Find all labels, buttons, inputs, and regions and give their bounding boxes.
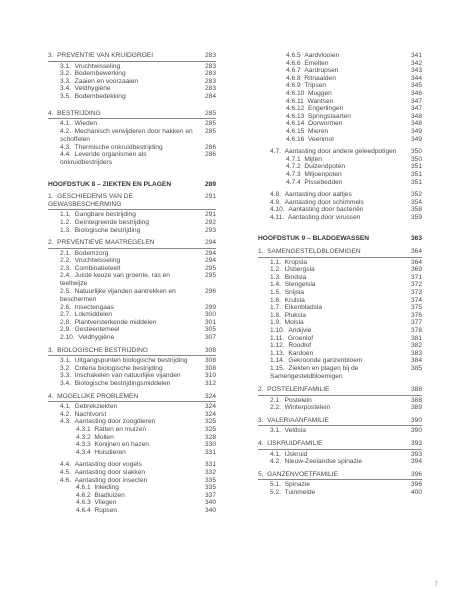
toc-page-number: 350 — [410, 148, 422, 156]
toc-entry[interactable] — [258, 489, 422, 497]
toc-subentry[interactable] — [258, 113, 422, 121]
toc-page-number: 378 — [410, 327, 422, 334]
toc-entry[interactable] — [48, 334, 216, 342]
toc-subentry[interactable] — [258, 60, 422, 68]
toc-subentry[interactable] — [48, 441, 216, 449]
toc-page-number: 351 — [410, 163, 422, 171]
spacer — [258, 221, 422, 235]
toc-page-number: 295 — [204, 264, 216, 272]
toc-entry-title: 2. PREVENTIEVE MAATREGELEN — [48, 239, 155, 247]
toc-entry-title: 1.15. Ziekten en plagen bij de Samengesteldbloemigen — [270, 364, 359, 380]
toc-page-number: 347 — [410, 97, 422, 105]
toc-entry-title: 1.6. Krulsla — [270, 296, 305, 304]
toc-subentry[interactable] — [258, 120, 422, 128]
toc-page-number: 335 — [204, 476, 216, 484]
toc-entry-title: 4.1. IJskruid — [270, 450, 308, 458]
toc-entry[interactable] — [48, 250, 216, 258]
toc-entry-title: 3.3. Zaaien en voorzaaien — [60, 77, 139, 85]
toc-entry-title: 1. SAMENGESTELDBLOEMIGEN — [258, 248, 361, 256]
toc-entry[interactable] — [48, 227, 216, 235]
toc-page-number: 331 — [204, 461, 216, 469]
toc-entry[interactable] — [48, 311, 216, 319]
toc-section[interactable] — [258, 440, 422, 450]
toc-entry[interactable] — [48, 477, 216, 485]
toc-entry[interactable] — [48, 128, 216, 144]
toc-entry-title: 5. GANZENVOETFAMILIE — [258, 470, 338, 478]
toc-entry-title: 1.2. IJsbergsla — [270, 266, 315, 274]
toc-entry-title: 4.6.6 Emelten — [286, 59, 329, 67]
spacer — [48, 167, 216, 181]
toc-page-number: 388 — [410, 385, 422, 393]
toc-entry-title: 4.3. Aantasting door zoogdieren — [60, 418, 156, 426]
toc-entry-title: 1.9. Molsla — [270, 319, 304, 327]
toc-entry-title: 4.6.16 Veenmol — [286, 135, 334, 143]
toc-page-number: 286 — [204, 151, 216, 159]
toc-entry[interactable] — [258, 274, 422, 282]
toc-page-number: 294 — [204, 239, 216, 247]
toc-subentry[interactable] — [48, 492, 216, 500]
toc-page-number: 381 — [410, 334, 422, 342]
toc-entry[interactable] — [48, 403, 216, 411]
toc-subentry[interactable] — [48, 484, 216, 492]
toc-page-number: 349 — [410, 135, 422, 143]
toc-page-number: 375 — [410, 304, 422, 312]
toc-page-number: 295 — [204, 272, 216, 280]
toc-page-number: 332 — [204, 468, 216, 476]
toc-page-number: 294 — [204, 249, 216, 257]
toc-entry-title: 1.8. Pluksla — [270, 311, 306, 319]
toc-subentry[interactable] — [258, 171, 422, 179]
toc-page-number: 371 — [410, 273, 422, 281]
toc-entry[interactable] — [48, 211, 216, 219]
toc-section[interactable] — [48, 52, 216, 62]
toc-entry-title: 3.1. Veldsla — [270, 427, 306, 435]
toc-entry-title: 4.4. Levende organismen als onkruidbestrijders — [60, 151, 147, 166]
toc-entry-title: 2.9. Gesteentemeel — [60, 326, 120, 334]
toc-entry-title: 4.2. Mechanisch verwijderen door hakken en schoffelen — [60, 127, 193, 143]
toc-entry[interactable] — [258, 342, 422, 350]
toc-entry-title: 1.4. Stengelsla — [270, 281, 316, 289]
toc-page-number: 364 — [410, 248, 422, 256]
toc-entry-title: 1.12. Roodlof — [270, 342, 312, 350]
toc-page-number: 301 — [204, 318, 216, 326]
toc-entry-title: 4.6.9 Tripsen — [286, 82, 327, 90]
toc-entry[interactable] — [258, 397, 422, 405]
toc-entry-title: 2.5. Natuurlijke vijanden aantrekken en beschermen — [60, 287, 176, 303]
toc-page-number: 337 — [204, 491, 216, 499]
toc-entry-title: 3.2. Bodembewerking — [60, 70, 126, 78]
toc-page-number: 283 — [204, 70, 216, 78]
toc-page-number: 283 — [204, 62, 216, 70]
toc-entry-title: HOOFDSTUK 9 – BLADGEWASSEN — [258, 235, 370, 243]
toc-entry-title: 2.4. Juiste keuze van groente, ras en teeltwijze — [60, 272, 170, 288]
toc-entry[interactable] — [258, 350, 422, 358]
toc-page-number: 300 — [204, 311, 216, 319]
toc-page-number: 307 — [204, 334, 216, 342]
toc-entry-title: 4.11. Aantasting door virussen — [270, 213, 361, 221]
toc-page-number: 293 — [204, 226, 216, 234]
toc-page-number: 390 — [410, 416, 422, 424]
toc-entry[interactable] — [258, 199, 422, 207]
toc-entry[interactable] — [258, 266, 422, 274]
toc-subentry[interactable] — [258, 163, 422, 171]
toc-page-number: 350 — [410, 155, 422, 163]
toc-subentry[interactable] — [48, 449, 216, 457]
toc-page-number: 382 — [410, 342, 422, 350]
toc-page-number: 341 — [410, 52, 422, 59]
toc-page-number: 389 — [410, 404, 422, 412]
toc-entry-title: 4.6.11 Wantsen — [286, 97, 334, 105]
toc-entry[interactable] — [258, 458, 422, 466]
toc-entry[interactable] — [48, 304, 216, 312]
toc-page-number: 335 — [204, 484, 216, 492]
toc-entry-title: 1.1. Gangbare bestrijding — [60, 211, 136, 219]
toc-section[interactable] — [258, 471, 422, 481]
toc-entry[interactable] — [48, 85, 216, 93]
toc-subentry[interactable] — [258, 179, 422, 187]
toc-entry-title: 2.10. Veldhygiëne — [60, 334, 115, 342]
toc-entry[interactable] — [48, 326, 216, 334]
toc-entry[interactable] — [258, 365, 422, 381]
toc-page-number: 351 — [410, 178, 422, 186]
toc-entry-title: 4.6.1 Inleiding — [76, 484, 119, 492]
toc-page-number: 393 — [410, 450, 422, 458]
toc-page-number: 383 — [410, 349, 422, 357]
toc-entry-title: 4.7.1 Mijten — [286, 155, 322, 163]
toc-page-number: 352 — [410, 191, 422, 199]
toc-entry[interactable] — [258, 319, 422, 327]
toc-chapter[interactable] — [258, 235, 422, 243]
toc-page-number: 283 — [204, 77, 216, 85]
toc-entry[interactable] — [258, 206, 422, 214]
toc-page-number: 285 — [204, 109, 216, 117]
toc-entry-title: 4.1. Gebrekziekten — [60, 403, 118, 411]
toc-entry[interactable] — [258, 214, 422, 222]
toc-page-number: 283 — [204, 52, 216, 59]
toc-page-number: 284 — [204, 92, 216, 100]
toc-entry-title: 5.2. Tuinmelde — [270, 488, 316, 496]
toc-entry-title: 4.10. Aantasting door bacteriën — [270, 206, 364, 214]
toc-subentry[interactable] — [258, 105, 422, 113]
toc-entry-title: 4.5. Aantasting door slakken — [60, 468, 146, 476]
toc-entry-title: 4.3.1 Ratten en muizen — [76, 425, 147, 433]
toc-entry-title: 1.14. Gekroonde ganzenbloem — [270, 357, 363, 365]
toc-entry-title: 3.1. Vruchtwisseling — [60, 62, 121, 70]
toc-entry[interactable] — [258, 259, 422, 267]
toc-entry-title: 4.2. Nieuw-Zeelandse spinazie — [270, 458, 362, 466]
toc-subentry[interactable] — [48, 434, 216, 442]
page-number: 7 — [434, 582, 438, 588]
toc-entry-title: 3.4. Biologische bestrijdingsmiddelen — [60, 380, 171, 387]
toc-entry-title: 4.6.13 Springstaarten — [286, 112, 351, 120]
toc-page-number: 374 — [410, 296, 422, 304]
toc-entry-title: 4.7. Aantasting door andere geleedpotigen — [270, 148, 397, 156]
toc-entry[interactable] — [258, 148, 422, 156]
toc-entry-title: 4.3. Thermische onkruidbestrijding — [60, 143, 163, 151]
toc-entry-title: 1.1. Kropsla — [270, 258, 308, 266]
toc-section[interactable] — [48, 393, 216, 403]
toc-entry-title: 2.8. Plantversterkende middelen — [60, 318, 157, 326]
toc-entry-title: 1.3. Bindsla — [270, 273, 307, 281]
toc-page-number: 330 — [204, 441, 216, 449]
toc-entry-title: 2.3. Combinatieteelt — [60, 264, 121, 272]
toc-page-number: 359 — [410, 213, 422, 221]
toc-page-number: 285 — [204, 127, 216, 135]
toc-entry[interactable] — [48, 257, 216, 265]
toc-subentry[interactable] — [258, 136, 422, 144]
toc-entry-title: 1.7. Eikenbladsla — [270, 304, 323, 312]
toc-entry[interactable] — [48, 288, 216, 304]
toc-entry-title: 4.6.14 Oorwormen — [286, 120, 343, 128]
toc-entry-title: 2.1. Postelein — [270, 396, 312, 404]
toc-page-number: 285 — [204, 120, 216, 128]
toc-entry-title: 2.6. Insectengaas — [60, 303, 114, 311]
toc-page-number: 299 — [204, 303, 216, 311]
toc-entry-title: 4.6.10 Muggen — [286, 89, 332, 97]
toc-page-number: 373 — [410, 289, 422, 297]
toc-entry-title: 4. BESTRIJDING — [48, 109, 101, 117]
toc-page-number: 377 — [410, 319, 422, 327]
toc-subentry[interactable] — [258, 128, 422, 136]
toc-entry-title: 1.2. Geïntegreerde bestrijding — [60, 218, 150, 226]
toc-entry-title: 3. BIOLOGISCHE BESTRIJDING — [48, 346, 149, 354]
toc-page-number: 344 — [410, 74, 422, 82]
toc-page-number: 385 — [410, 364, 422, 372]
toc-entry[interactable] — [48, 70, 216, 78]
toc-page-number: 308 — [204, 357, 216, 365]
toc-entry-title: HOOFDSTUK 8 – ZIEKTEN EN PLAGEN — [48, 180, 172, 188]
toc-entry-title: 4.6. Aantasting door insecten — [60, 476, 148, 484]
toc-page-number: 369 — [410, 266, 422, 274]
toc-entry-title: 1.13. Kardoen — [270, 349, 314, 357]
toc-subentry[interactable] — [258, 52, 422, 60]
toc-entry-title: 3. VALERIAANFAMILIE — [258, 416, 329, 424]
toc-entry-title: 4.6.3 Vliegen — [76, 499, 117, 507]
toc-entry-title: 4.1. Wieden — [60, 120, 98, 128]
toc-page-number: 286 — [204, 143, 216, 151]
toc-section[interactable] — [48, 347, 216, 357]
toc-entry-title: 4.7.4 Pissebedden — [286, 178, 343, 186]
toc-entry-title: 4.9. Aantasting door schimmels — [270, 198, 364, 206]
toc-entry-title: 4.7.3 Miljoenpoten — [286, 170, 342, 178]
toc-page-number: 396 — [410, 470, 422, 478]
toc-page-number: 342 — [410, 59, 422, 67]
toc-entry-title: 4.6.12 Engerlingen — [286, 105, 344, 113]
toc-page-number: 393 — [410, 439, 422, 447]
toc-page-number: 390 — [410, 427, 422, 435]
toc-entry[interactable] — [258, 451, 422, 459]
toc-entry-title: 3.3. Inschakelen van natuurlijke vijanden — [60, 372, 181, 380]
toc-entry[interactable] — [48, 319, 216, 327]
toc-page-number: 291 — [204, 193, 216, 201]
toc-page-number: 348 — [410, 112, 422, 120]
toc-entry[interactable] — [258, 404, 422, 412]
toc-entry-title: 4.3.4 Huisdieren — [76, 448, 126, 456]
toc-section[interactable] — [258, 417, 422, 427]
toc-entry[interactable] — [48, 265, 216, 273]
toc-page-number: 384 — [410, 357, 422, 365]
toc-entry-title: 1.10. Andijvie — [270, 327, 312, 334]
toc-entry[interactable] — [48, 357, 216, 365]
toc-entry-title: 4.6.5 Aardvlooien — [286, 52, 340, 59]
toc-page-number: 358 — [410, 206, 422, 214]
toc-page-number: 376 — [410, 311, 422, 319]
toc-entry[interactable] — [48, 219, 216, 227]
toc-entry-title: 3. PREVENTIE VAN KRUIDGROEI — [48, 52, 154, 59]
toc-chapter[interactable] — [48, 181, 216, 189]
toc-page-number: 294 — [204, 257, 216, 265]
toc-entry[interactable] — [258, 297, 422, 305]
toc-entry[interactable] — [258, 427, 422, 435]
toc-page-number: 305 — [204, 326, 216, 334]
toc-entry[interactable] — [48, 78, 216, 86]
toc-entry-title: 1. GESCHIEDENIS VAN DE GEWASBESCHERMING — [48, 193, 133, 208]
toc-entry[interactable] — [48, 372, 216, 380]
toc-section[interactable] — [48, 193, 216, 210]
toc-entry-title: 4. IJSKRUIDFAMILIE — [258, 439, 323, 447]
toc-entry[interactable] — [258, 191, 422, 199]
toc-page-number: 324 — [204, 403, 216, 411]
toc-column-left — [48, 52, 216, 515]
toc-page-number: 354 — [410, 198, 422, 206]
toc-subentry[interactable] — [48, 507, 216, 515]
toc-section[interactable] — [258, 248, 422, 258]
toc-entry[interactable] — [48, 418, 216, 426]
toc-page-number: 396 — [410, 481, 422, 489]
toc-page-number: 291 — [204, 211, 216, 219]
toc-entry-title: 4.4. Aantasting door vogels — [60, 461, 142, 469]
toc-entry[interactable] — [48, 469, 216, 477]
toc-entry-title: 4.6.7 Aardrupsen — [286, 67, 339, 75]
toc-entry[interactable] — [48, 120, 216, 128]
toc-entry-title: 3.1. Uitgangspunten biologische bestrijding — [60, 357, 188, 365]
toc-entry-title: 1.5. Snijsla — [270, 289, 305, 297]
toc-entry-title: 2.7. Lokmiddelen — [60, 311, 113, 319]
toc-page-number: 312 — [204, 380, 216, 387]
toc-page-number: 308 — [204, 346, 216, 354]
toc-entry[interactable] — [48, 63, 216, 71]
toc-page-number: 325 — [204, 418, 216, 426]
toc-entry[interactable] — [48, 411, 216, 419]
toc-subentry[interactable] — [48, 499, 216, 507]
toc-entry-title: 4.3.2 Mollen — [76, 433, 114, 441]
toc-page-number: 310 — [204, 372, 216, 380]
toc-page-number: 345 — [410, 82, 422, 90]
toc-entry[interactable] — [258, 327, 422, 335]
toc-entry-title: 4.7.2 Duizendpoten — [286, 163, 346, 171]
toc-entry-title: 4.2. Nachtvorst — [60, 410, 107, 418]
toc-subentry[interactable] — [258, 156, 422, 164]
toc-entry[interactable] — [258, 335, 422, 343]
toc-page-number: 351 — [410, 170, 422, 178]
toc-entry-title: 4.8. Aantasting door aaltjes — [270, 191, 352, 199]
toc-page-number: 363 — [410, 235, 422, 243]
toc-page-number: 340 — [204, 506, 216, 514]
toc-entry-title: 3.5. Bodembedekking — [60, 92, 126, 100]
toc-entry[interactable] — [258, 312, 422, 320]
toc-page-number: 292 — [204, 218, 216, 226]
toc-entry[interactable] — [48, 151, 216, 166]
toc-entry-title: 4.3.3 Konijnen en hazen — [76, 441, 149, 449]
toc-entry[interactable] — [258, 304, 422, 312]
toc-entry-title: 4. MOGELIJKE PROBLEMEN — [48, 392, 139, 400]
toc-subentry[interactable] — [258, 75, 422, 83]
toc-entry-title: 4.6.15 Mieren — [286, 127, 329, 135]
toc-entry-title: 3.4. Veldhygiëne — [60, 85, 111, 93]
toc-subentry[interactable] — [258, 98, 422, 106]
toc-page-number: 331 — [204, 448, 216, 456]
toc-entry[interactable] — [258, 281, 422, 289]
toc-entry-title: 2.2. Vruchtwisseling — [60, 257, 121, 265]
toc-entry[interactable] — [258, 481, 422, 489]
toc-page-number: 348 — [410, 120, 422, 128]
toc-page-number: 340 — [204, 499, 216, 507]
toc-section[interactable] — [258, 386, 422, 396]
toc-page-number: 400 — [410, 488, 422, 496]
toc-entry-title: 1.3. Biologische bestrijding — [60, 226, 141, 234]
toc-page-number: 388 — [410, 396, 422, 404]
toc-page-number: 346 — [410, 89, 422, 97]
toc-entry-title: 4.6.8 Ritnaalden — [286, 74, 336, 82]
toc-section[interactable] — [48, 110, 216, 120]
toc-page-number: 324 — [204, 392, 216, 400]
toc-section[interactable] — [48, 239, 216, 249]
toc-page-number: 343 — [410, 67, 422, 75]
toc-page-number: 372 — [410, 281, 422, 289]
toc-page-number: 364 — [410, 258, 422, 266]
toc-page-number: 349 — [410, 127, 422, 135]
toc-entry-title: 5.1. Spinazie — [270, 481, 310, 489]
toc-page-number: 325 — [204, 425, 216, 433]
toc-entry[interactable] — [48, 461, 216, 469]
toc-subentry[interactable] — [258, 67, 422, 75]
toc-entry[interactable] — [48, 272, 216, 287]
toc-entry-title: 4.6.4 Rupsen — [76, 506, 118, 514]
toc-subentry[interactable] — [48, 426, 216, 434]
spacer — [48, 101, 216, 110]
toc-entry-title: 4.6.2 Bladluizen — [76, 491, 125, 499]
toc-entry-title: 2.1. Bodemzorg — [60, 249, 109, 257]
toc-page-number: 347 — [410, 105, 422, 113]
toc-page-number: 296 — [204, 287, 216, 295]
toc-page-number: 289 — [204, 180, 216, 188]
toc-entry-title: 2.2. Winterpostelein — [270, 404, 331, 412]
toc-entry[interactable] — [258, 289, 422, 297]
toc-subentry[interactable] — [258, 90, 422, 98]
toc-page-number: 283 — [204, 85, 216, 93]
toc-page-number: 308 — [204, 364, 216, 372]
toc-page-number: 394 — [410, 458, 422, 466]
toc-entry-title: 1.11. Groenlof — [270, 334, 314, 342]
toc-entry[interactable] — [48, 144, 216, 152]
toc-entry[interactable] — [48, 93, 216, 101]
toc-entry-title: 2. POSTELEINFAMILIE — [258, 385, 330, 393]
toc-page-number: 328 — [204, 433, 216, 441]
toc-entry[interactable] — [48, 380, 216, 388]
toc-column-right — [258, 52, 422, 497]
toc-subentry[interactable] — [258, 82, 422, 90]
toc-entry[interactable] — [258, 357, 422, 365]
toc-entry-title: 3.2. Criteria biologische bestrijding — [60, 364, 163, 372]
toc-entry[interactable] — [48, 365, 216, 373]
toc-page-number: 324 — [204, 410, 216, 418]
